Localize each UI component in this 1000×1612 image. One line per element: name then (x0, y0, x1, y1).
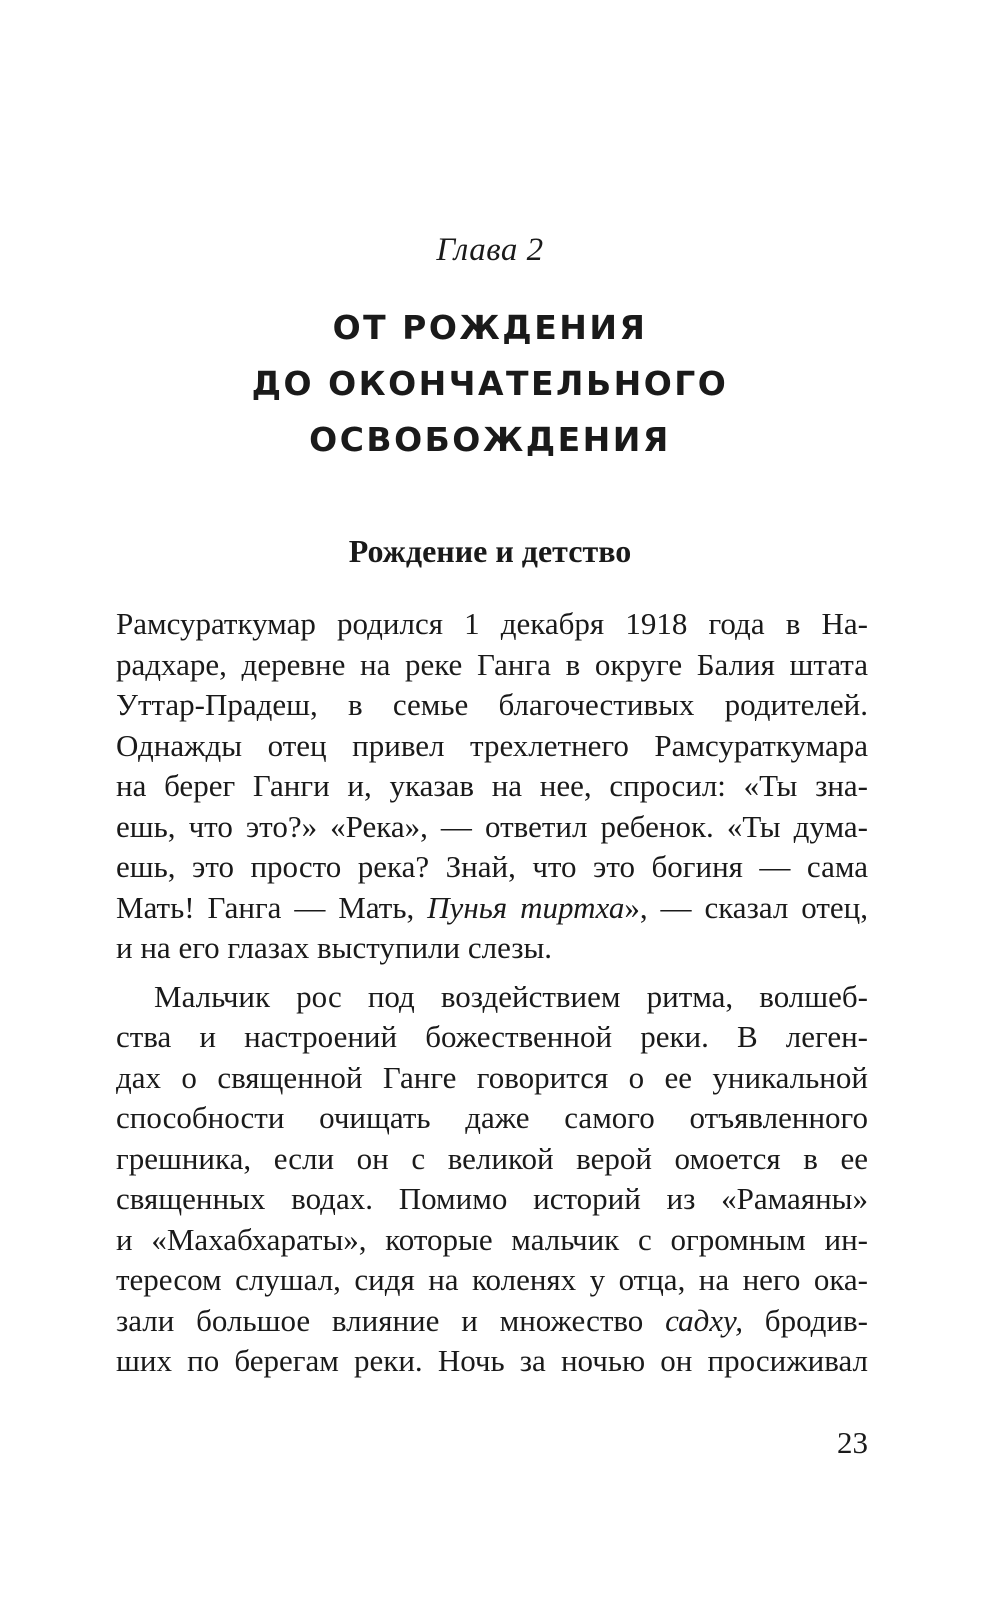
text-line: Мальчик рос под воздействием ритма, волшеб- (154, 978, 868, 1014)
text-line: Однажды отец привел трехлетнего Рамсураткумара (116, 727, 868, 763)
text-line: грешника, если он с великой верой омоется в ее (116, 1140, 868, 1176)
text-fragment: », — сказал отец, (624, 889, 868, 925)
section-title: Рождение и детство (348, 533, 632, 569)
text-line: тересом слушал, сидя на коленях у отца, на него ока- (116, 1262, 868, 1297)
text-line: ших по берегам реки. Ночь за ночью он просиживал (116, 1343, 868, 1378)
text-fragment: зали большое влияние и множество (116, 1302, 666, 1338)
text-line: ства и настроений божественной реки. В леген- (116, 1019, 868, 1054)
body-text (116, 604, 868, 1382)
italic-term: садху, (665, 1302, 743, 1338)
text-line: священных водах. Помимо историй из «Рамаяны» (116, 1181, 868, 1216)
text-line (116, 888, 868, 929)
text-fragment: бродив- (743, 1302, 869, 1338)
text-line: радхаре, деревне на реке Ганга в округе Балия штата (116, 646, 868, 682)
page-number: 23 (837, 1425, 868, 1460)
chapter-title (0, 300, 980, 468)
text-line: способности очищать даже самого отъявленного (116, 1100, 868, 1135)
text-line: Рамсураткумар родился 1 декабря 1918 года в На- (116, 606, 868, 641)
chapter-title-line: ОСВОБОЖДЕНИЯ (309, 420, 671, 459)
chapter-label: Глава 2 (436, 232, 544, 268)
text-line: и на его глазах выступили слезы. (116, 930, 553, 965)
text-line: ешь, что это?» «Река», — ответил ребенок. «Ты дума- (116, 808, 868, 844)
text-line: на берег Ганги и, указав на нее, спросил: «Ты зна- (116, 768, 868, 803)
text-line: Уттар-Прадеш, в семье благочестивых родителей. (116, 687, 868, 722)
chapter-title-line: ОТ РОЖДЕНИЯ (332, 308, 648, 347)
chapter-title-line: ДО ОКОНЧАТЕЛЬНОГО (251, 364, 729, 403)
text-line (116, 1301, 868, 1342)
text-line: ешь, это просто река? Знай, что это богиня — сама (116, 849, 868, 884)
text-line: дах о священной Ганге говорится о ее уникальной (116, 1059, 868, 1095)
text-fragment: Мать! Ганга — Мать, (116, 889, 428, 925)
italic-term: Пунья тиртха (427, 889, 625, 925)
text-line: и «Махабхараты», которые мальчик с огромным ин- (116, 1221, 868, 1257)
paragraph-gap (116, 969, 868, 977)
